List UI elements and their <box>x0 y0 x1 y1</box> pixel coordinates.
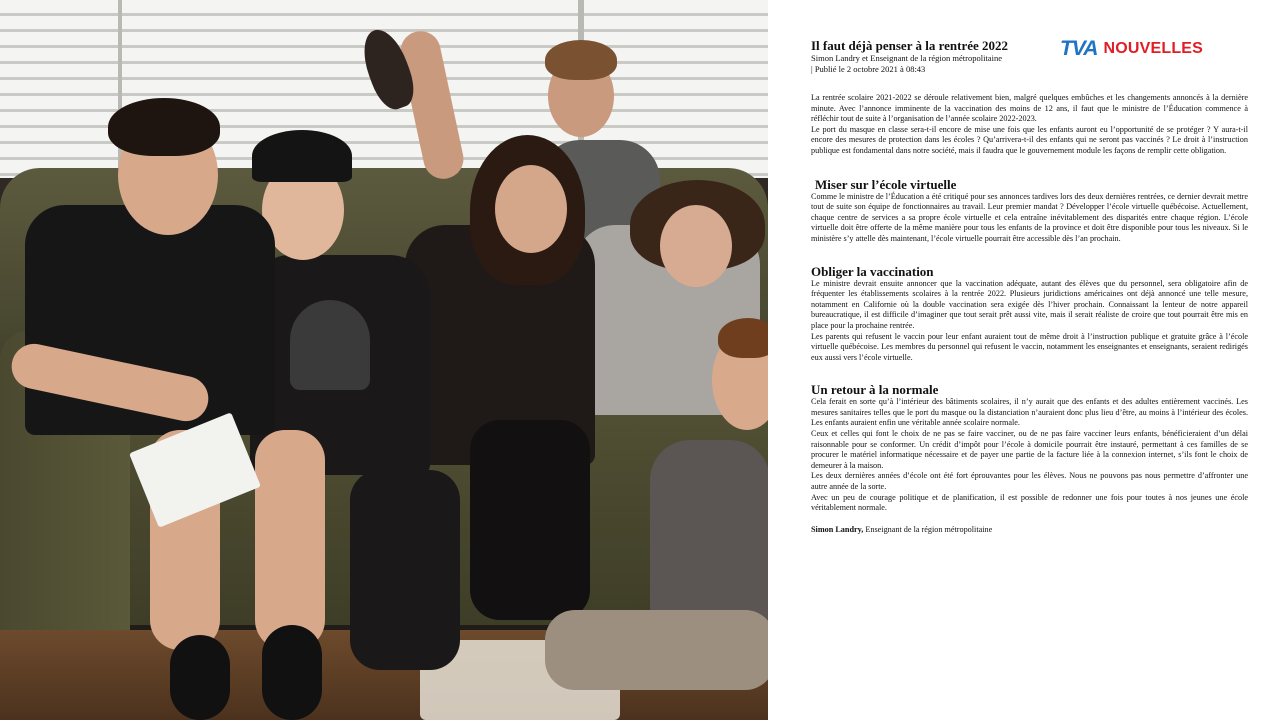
section-paragraph: Comme le ministre de l’Éducation a été critiqué pour ses annonces tardives lors des deux dernières rentrées, ce dernier devrait mettre tout de suite son équipe de fonctionnaires au travail. Leur premier mandat ? Développer l’école virtuelle québécoise. Actuellement, chaque centre de services a sa propre école virtuelle et cela entraîne inévitablement des disparités entre chaque région. L’école virtuelle doit être offerte de la même manière pour tous les enfants de la province et doit être disponible pour tous les niveaux. Si le ministère s’y attelle dès maintenant, l’école virtuelle pourrait être accessible dès l’an prochain. <box>811 191 1248 243</box>
section-heading-vaccination: Obliger la vaccination <box>811 263 934 279</box>
logo-nouvelles-text: NOUVELLES <box>1103 40 1204 57</box>
section-heading-return-normal: Un retour à la normale <box>811 382 939 398</box>
section-paragraph: Ceux et celles qui font le choix de ne pas se faire vacciner, ou de ne pas faire vacciner leurs enfants, bénéficieraient d’un délai raisonnable pour se conformer. Un crédit d’impôt pour l’école à domicile pourrait être instauré, permettant à ces familles de se procurer le matériel informatique nécessaire et de payer une partie de la facture liée à la connexion internet, s’ils font le choix de demeurer à la maison. <box>811 429 1248 470</box>
intro-paragraph: La rentrée scolaire 2021-2022 se déroule relativement bien, malgré quelques embûches et les changements annoncés à la dernière minute. Avec l’annonce imminente de la vaccination des moins de 12 ans, il faut que le ministre de l’Éducation commence à réfléchir tout de suite à l’organisation de l’année scolaire 2022-2023. <box>811 93 1248 124</box>
logo-tva-text: TVA <box>1060 37 1098 60</box>
article-signature <box>811 524 1248 535</box>
article-author: Simon Landry et Enseignant de la région métropolitaine <box>811 53 1002 63</box>
section-paragraph: Le ministre devrait ensuite annoncer que la vaccination adéquate, autant des élèves que du personnel, sera obligatoire afin de fréquenter les établissements scolaires à la rentrée 2022. Plusieurs juridictions américaines ont déjà annoncé une telle mesure, notamment en Californie où la double vaccination sera exigée dès l’hiver prochain. Connaissant la lenteur de notre appareil bureaucratique, il est difficile d’imaginer que tout serait prêt aussi vite, mais il serait réaliste de croire que tout pourrait être mis en place pour la prochaine rentrée. <box>811 278 1248 330</box>
article-published-date: | Publié le 2 octobre 2021 à 08:43 <box>811 64 926 74</box>
section-paragraph: Cela ferait en sorte qu’à l’intérieur des bâtiments scolaires, il n’y aurait que des enfants et des adultes entièrement vaccinés. Les mesures sanitaires telles que le port du masque ou la distanciation n’auraient donc plus lieu d’être, au moins à l’intérieur des écoles. Les enfants auraient enfin une véritable année scolaire normale. <box>811 397 1248 428</box>
section-heading-virtual-school: Miser sur l’école virtuelle <box>815 176 957 192</box>
section-paragraph: Avec un peu de courage politique et de planification, il est possible de redonner une fois pour toutes à nos jeunes une école véritablement normale. <box>811 492 1248 513</box>
article-page <box>768 0 1280 720</box>
article-body <box>811 38 1248 535</box>
signature-name: Simon Landry, <box>811 524 864 534</box>
signature-role: Enseignant de la région métropolitaine <box>863 524 993 534</box>
section-paragraph: Les parents qui refusent le vaccin pour leur enfant auraient tout de même droit à l’instruction publique et gratuite grâce à l’école virtuelle québécoise. Les membres du personnel qui refusent le vaccin, notamment les enseignantes et enseignants, seraient redirigés eux aussi vers l’école virtuelle. <box>811 331 1248 362</box>
section-paragraph: Les deux dernières années d’école ont été fort éprouvantes pour les élèves. Nous ne pouvons pas nous permettre d’affronter une autre année de la sorte. <box>811 471 1248 492</box>
article-title: Il faut déjà penser à la rentrée 2022 <box>811 38 1009 53</box>
intro-paragraph: Le port du masque en classe sera-t-il encore de mise une fois que les enfants auront eu l’opportunité de se protéger ? Y aura-t-il encore des mesures de protection dans les écoles ? Qu’arrivera-t-il des enfants qui ne seront pas vaccinés ? Le droit à l’instruction publique est fondamental dans notre société, mais il faudra que le gouvernement module les façons de remplir cette obligation. <box>811 124 1248 155</box>
